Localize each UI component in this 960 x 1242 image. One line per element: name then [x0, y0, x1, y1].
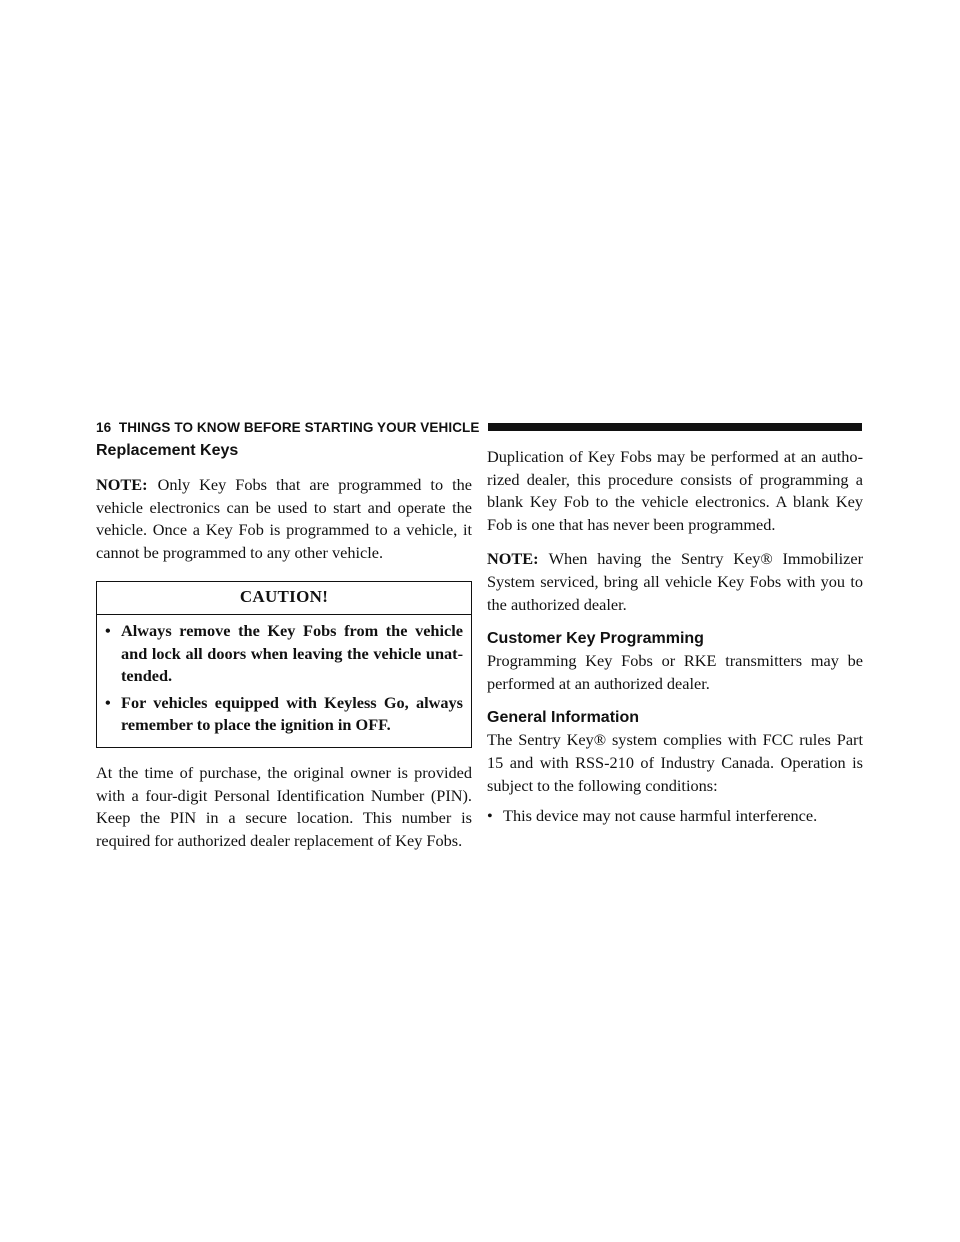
running-header-title: THINGS TO KNOW BEFORE STARTING YOUR VEHICLE — [118, 419, 480, 435]
general-information-heading: General Information — [487, 709, 640, 727]
note-label: NOTE: — [96, 475, 148, 494]
running-header-text — [96, 420, 480, 435]
caution-item-text: Always remove the Key Fobs from the vehicle and lock all doors when leaving the vehicle unat- tended. — [121, 620, 463, 686]
duplication-paragraph: Duplication of Key Fobs may be performed at an autho- rized dealer, this procedure consists of programming a blank Key Fob to the vehicle electronics. A blank Key Fob is one that has never been programmed. — [487, 447, 863, 534]
conditions-list — [487, 805, 863, 828]
customer-key-programming-heading: Customer Key Programming — [487, 630, 704, 648]
caution-item — [97, 620, 471, 688]
running-header-rule — [488, 423, 863, 431]
replacement-note — [96, 474, 472, 564]
replacement-keys-heading: Replacement Keys — [96, 442, 239, 459]
bullet-icon: • — [487, 806, 493, 826]
running-header — [96, 418, 862, 436]
pin-paragraph: At the time of purchase, the original owner is provided with a four-digit Personal Identification Number (PIN). Keep the PIN in a secure location. This number is required for authorized dealer replacement of Key Fobs. — [96, 762, 472, 850]
caution-box — [96, 581, 472, 748]
sentry-note — [487, 548, 863, 616]
bullet-icon: • — [105, 620, 111, 640]
note-label: NOTE: — [487, 549, 539, 569]
bullet-icon: • — [105, 692, 111, 712]
page-number: 16 — [96, 419, 112, 435]
note-text: Only Key Fobs that are programmed to the vehicle electronics can be used to start and operate the vehicle. Once a Key Fob is programmed to a vehicle, it cannot be programmed to any other vehicle. — [96, 475, 472, 562]
left-column — [96, 440, 472, 852]
conditions-item-text: This device may not cause harmful interference. — [503, 806, 818, 826]
caution-item — [97, 692, 471, 737]
caution-title: CAUTION! — [97, 582, 471, 615]
caution-item-text: For vehicles equipped with Keyless Go, always remember to place the ignition in OFF. — [121, 692, 463, 735]
note-text: When having the Sentry Key® Immobilizer System serviced, bring all vehicle Key Fobs with you to the authorized dealer. — [487, 549, 863, 614]
general-information-text: The Sentry Key® system complies with FCC rules Part 15 and with RSS-210 of Industry Canada. Operation is subject to the following conditions: — [487, 730, 863, 795]
conditions-item — [487, 805, 863, 828]
customer-key-programming-text: Programming Key Fobs or RKE transmitters may be performed at an authorized dealer. — [487, 651, 863, 693]
caution-list — [97, 620, 471, 737]
right-column — [487, 446, 863, 828]
